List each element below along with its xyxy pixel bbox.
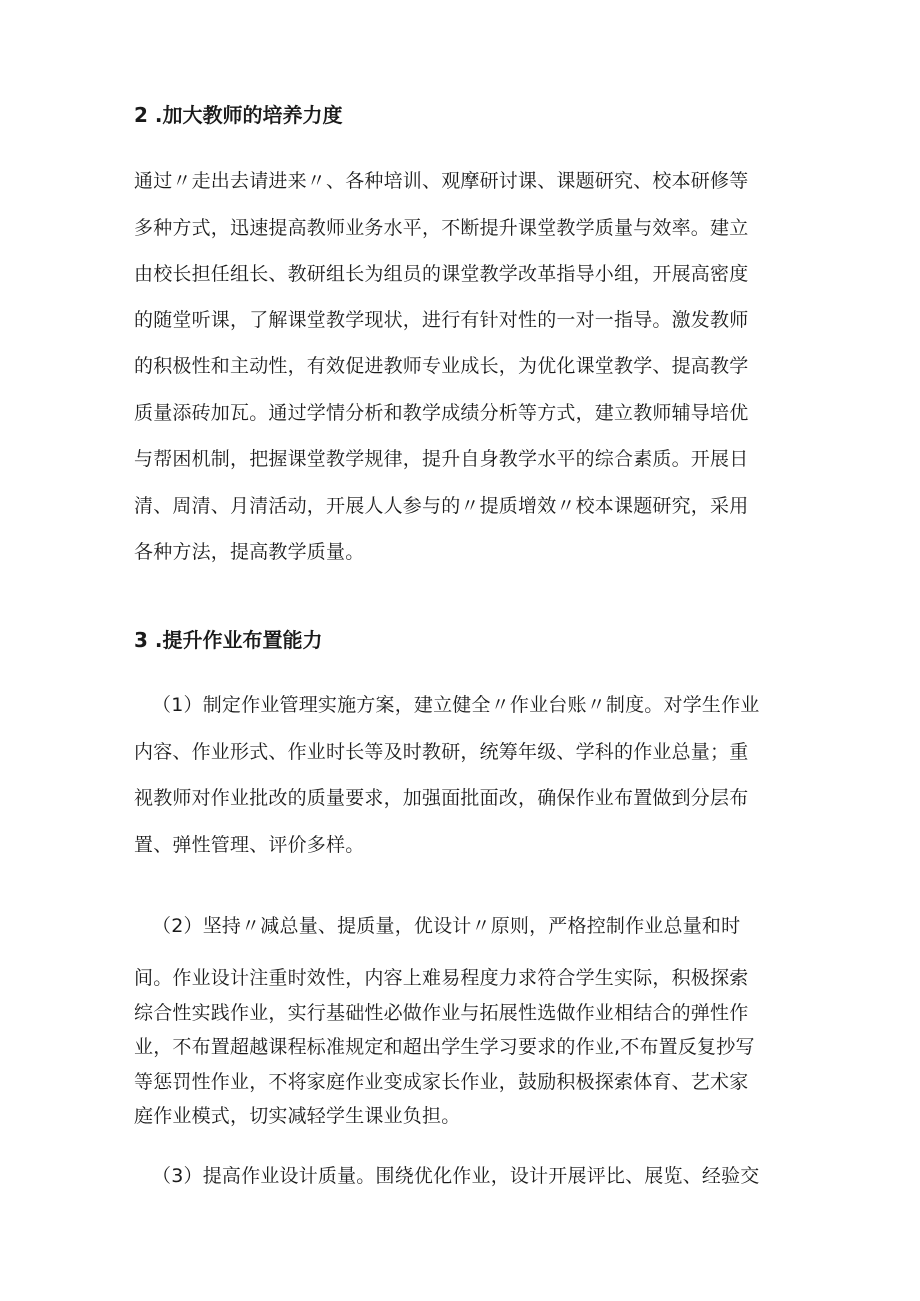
section-2-line: 通过〃走出去请进来〃、各种培训、观摩研讨课、课题研究、校本研修等 <box>134 170 749 192</box>
item-1-line: 置、弹性管理、评价多样。 <box>134 834 365 856</box>
section-2-line: 质量添砖加瓦。通过学情分析和教学成绩分析等方式，建立教师辅导培优 <box>134 402 749 424</box>
item-2-line: 间。作业设计注重时效性，内容上难易程度力求符合学生实际，积极探索 <box>134 967 749 989</box>
item-2-line: 庭作业模式，切实减轻学生课业负担。 <box>134 1105 461 1127</box>
section-2-heading: 2 .加大教师的培养力度 <box>134 103 343 127</box>
section-2-line: 的随堂听课，了解课堂教学现状，进行有针对性的一对一指导。激发教师 <box>134 309 749 331</box>
item-1-line: 视教师对作业批改的质量要求，加强面批面改，确保作业布置做到分层布 <box>134 787 749 809</box>
item-2-first-line: （2）坚持〃减总量、提质量，优设计〃原则，严格控制作业总量和时 <box>152 915 741 937</box>
item-1-line: 内容、作业形式、作业时长等及时教研，统筹年级、学科的作业总量；重 <box>134 741 749 763</box>
item-2-line: 综合性实践作业，实行基础性必做作业与拓展性选做作业相结合的弹性作 <box>134 1002 749 1024</box>
section-2-line: 由校长担任组长、教研组长为组员的课堂教学改革指导小组，开展高密度 <box>134 263 749 285</box>
section-2-line: 与帮困机制，把握课堂教学规律，提升自身教学水平的综合素质。开展日 <box>134 448 749 470</box>
item-3-line: （3）提高作业设计质量。围绕优化作业，设计开展评比、展览、经验交 <box>152 1165 760 1187</box>
section-3-heading: 3 .提升作业布置能力 <box>134 628 323 652</box>
section-2-line: 的积极性和主动性，有效促进教师专业成长，为优化课堂教学、提高教学 <box>134 355 749 377</box>
section-2-line: 清、周清、月清活动，开展人人参与的〃提质增效〃校本课题研究，采用 <box>134 495 749 517</box>
item-2-line: 业，不布置超越课程标准规定和超出学生学习要求的作业,不布置反复抄写 <box>134 1036 755 1058</box>
section-2-line: 各种方法，提高教学质量。 <box>134 541 365 563</box>
item-2-line: 等惩罚性作业，不将家庭作业变成家长作业，鼓励积极探索体育、艺术家 <box>134 1071 749 1093</box>
item-1-line: （1）制定作业管理实施方案，建立健全〃作业台账〃制度。对学生作业 <box>152 694 760 716</box>
section-2-line: 多种方式，迅速提高教师业务水平，不断提升课堂教学质量与效率。建立 <box>134 217 749 239</box>
